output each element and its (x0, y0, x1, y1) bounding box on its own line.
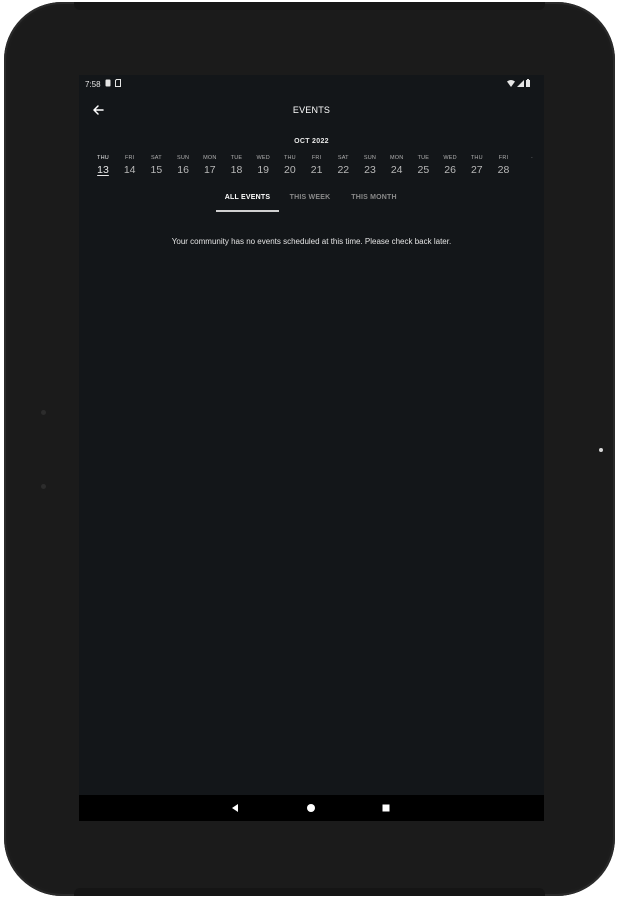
calendar-day[interactable] (116, 155, 144, 176)
calendar-month-label: OCT 2022 (294, 138, 329, 145)
calendar-day[interactable] (356, 155, 384, 176)
status-bar (79, 75, 544, 93)
calendar-day[interactable] (169, 155, 197, 176)
wifi-icon (507, 80, 515, 87)
day-number: 25 (417, 164, 430, 176)
day-name: THU (283, 155, 296, 161)
side-sensor-top (41, 410, 46, 415)
day-number: 14 (123, 164, 136, 176)
day-number: 13 (97, 164, 109, 176)
calendar-day[interactable] (490, 155, 518, 176)
calendar-day[interactable] (249, 155, 277, 176)
calendar-day[interactable] (196, 155, 224, 176)
day-name: TUE (417, 155, 430, 161)
day-name: FRI (124, 155, 135, 161)
app-bar (79, 97, 544, 125)
tab-this-week[interactable]: THIS WEEK (289, 194, 331, 201)
day-name: SAT (150, 155, 162, 161)
camera-dot (599, 448, 603, 452)
status-left-icons (105, 79, 121, 87)
calendar-day[interactable] (436, 155, 464, 176)
day-number: 16 (177, 164, 189, 176)
card-icon (105, 79, 111, 87)
day-name: MON (389, 155, 404, 161)
day-number: 21 (310, 164, 323, 176)
day-name: WED (443, 155, 457, 161)
day-name: SUN (176, 155, 190, 161)
day-name: FRI (311, 155, 322, 161)
day-name: TUE (230, 155, 243, 161)
day-number: 22 (337, 164, 350, 176)
calendar-day[interactable] (383, 155, 411, 176)
calendar-day[interactable] (89, 155, 117, 176)
day-name: FRI (498, 155, 509, 161)
tablet-bottom-edge (74, 888, 545, 896)
system-nav-bar (79, 795, 544, 821)
day-number: 26 (444, 164, 456, 176)
empty-state-message: Your community has no events scheduled at this time. Please check back later. (171, 237, 452, 246)
day-number: 20 (284, 164, 296, 176)
day-number: 28 (497, 164, 510, 176)
day-number: 17 (203, 164, 216, 176)
day-number: 27 (470, 164, 483, 176)
calendar-day[interactable] (276, 155, 304, 176)
calendar-day[interactable] (409, 155, 437, 176)
calendar-day[interactable] (142, 155, 170, 176)
app-screen (79, 75, 544, 821)
signal-icon (517, 80, 524, 87)
day-name: SUN (363, 155, 377, 161)
tablet-top-edge (74, 2, 545, 10)
side-sensor-bottom (41, 484, 46, 489)
day-number: 15 (150, 164, 163, 176)
day-name: THU (470, 155, 483, 161)
day-name: SAT (337, 155, 349, 161)
day-name: MON (203, 155, 217, 161)
calendar-day[interactable] (223, 155, 251, 176)
circle-home-icon[interactable] (305, 802, 317, 814)
status-right-icons (507, 79, 530, 87)
tab-all-events[interactable]: ALL EVENTS (216, 190, 279, 212)
sd-card-icon (115, 79, 121, 87)
battery-icon (526, 79, 530, 87)
day-number: 18 (230, 164, 243, 176)
square-recents-icon[interactable] (380, 802, 392, 814)
tab-this-month[interactable]: THIS MONTH (351, 194, 397, 201)
day-name: THU (97, 155, 109, 161)
calendar-day[interactable] (329, 155, 357, 176)
day-name-overflow: · (531, 155, 534, 161)
day-number: 24 (390, 164, 403, 176)
page-title: EVENTS (292, 105, 331, 115)
status-time: 7:58 (85, 80, 101, 89)
calendar-day[interactable] (303, 155, 331, 176)
triangle-back-icon[interactable] (229, 802, 241, 814)
day-number: 19 (257, 164, 270, 176)
day-name: WED (256, 155, 270, 161)
calendar-day[interactable] (463, 155, 491, 176)
day-number: 23 (364, 164, 376, 176)
calendar-day-overflow (531, 155, 537, 164)
